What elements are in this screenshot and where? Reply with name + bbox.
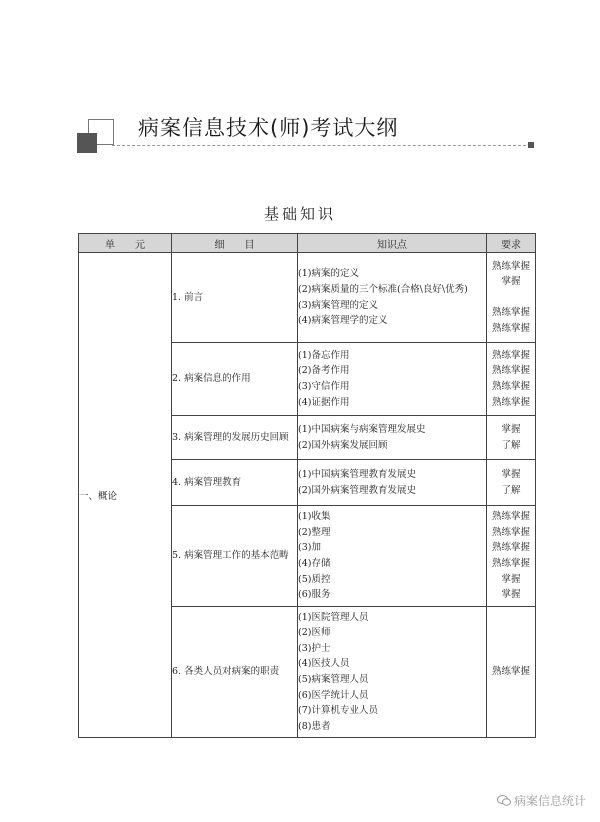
knowledge-point: (5)病案管理人员: [298, 674, 369, 685]
knowledge-points-cell: [298, 607, 487, 738]
knowledge-point: (4)证据作用: [298, 396, 350, 408]
knowledge-point: (2)国外病案发展回顾: [298, 439, 388, 451]
knowledge-point: (5)质控: [298, 573, 331, 585]
knowledge-point: (3)加: [298, 542, 321, 554]
knowledge-point: (2)整理: [298, 526, 331, 538]
knowledge-point: (6)服务: [298, 589, 331, 601]
requirement-item: 掌握: [501, 589, 521, 601]
knowledge-point: (7)计算机专业人员: [298, 705, 378, 717]
knowledge-point: (3)护士: [298, 642, 331, 654]
syllabus-body: [79, 253, 536, 738]
detail-cell: 1. 前言: [172, 253, 298, 343]
detail-cell: 2. 病案信息的作用: [172, 343, 298, 416]
detail-cell: 4. 病案管理教育: [172, 460, 298, 506]
header-knowledge-point: 知识点: [298, 234, 487, 253]
requirement-item: 了解: [501, 484, 521, 496]
wechat-icon: [497, 795, 511, 806]
header-unit: 单 元: [79, 234, 172, 253]
syllabus-table: [78, 233, 536, 738]
document-title: 病案信息技术(师)考试大纲: [138, 116, 399, 140]
detail-cell: 6. 各类人员对病案的职责: [172, 607, 298, 738]
knowledge-point: (2)医师: [298, 627, 331, 639]
requirement-item: 熟练掌握: [491, 511, 530, 523]
title-dashed-rule: [112, 145, 526, 146]
knowledge-point: (2)备考作用: [298, 365, 350, 377]
knowledge-points-cell: [298, 343, 487, 416]
knowledge-points-cell: [298, 460, 487, 506]
unit-cell: 一、概论: [79, 253, 172, 738]
knowledge-point: (6)医学统计人员: [298, 689, 369, 701]
knowledge-point: (1)中国病案与病案管理发展史: [298, 423, 426, 435]
knowledge-point: (4)医技人员: [298, 658, 350, 670]
requirement-item: 熟练掌握: [491, 307, 530, 319]
knowledge-points-cell: [298, 506, 487, 607]
requirement-item: 熟练掌握: [491, 396, 530, 408]
knowledge-points-cell: [298, 253, 487, 343]
knowledge-point: (1)中国病案管理教育发展史: [298, 468, 416, 480]
requirement-item: 熟练掌握: [491, 322, 530, 334]
knowledge-point: (2)国外病案管理教育发展史: [298, 484, 416, 496]
detail-cell: 5. 病案管理工作的基本范畴: [172, 506, 298, 607]
requirement-item: 熟练掌握: [491, 558, 530, 569]
requirement-cell: [487, 416, 536, 460]
requirement-item: 掌握: [501, 276, 521, 288]
knowledge-point: (1)备忘作用: [298, 349, 350, 361]
title-rule-end-square: [528, 142, 534, 148]
section-heading: 基础知识: [263, 205, 336, 223]
knowledge-point: (1)收集: [298, 511, 331, 523]
requirement-cell: [487, 460, 536, 506]
requirement-item: 熟练掌握: [491, 542, 530, 554]
watermark: [497, 792, 586, 809]
knowledge-point: (4)存储: [298, 558, 331, 569]
title-decor-dark-square: [77, 133, 97, 153]
knowledge-point: (1)病案的定义: [298, 268, 359, 280]
requirement-item: 了解: [501, 439, 521, 451]
detail-cell: 3. 病案管理的发展历史回顾: [172, 416, 298, 460]
requirement-cell: [487, 506, 536, 607]
requirement-item: [487, 290, 535, 306]
requirement-item: 熟练掌握: [491, 526, 530, 538]
requirement-item: 熟练掌握: [491, 365, 530, 377]
requirement-cell: [487, 607, 536, 738]
requirement-item: 熟练掌握: [491, 349, 530, 361]
requirement-item: 熟练掌握: [491, 260, 530, 272]
knowledge-point: (1)医院管理人员: [298, 611, 369, 623]
requirement-cell: [487, 253, 536, 343]
table-row: [79, 253, 536, 343]
requirement-item: 掌握: [501, 468, 521, 480]
knowledge-point: (8)患者: [298, 720, 331, 732]
table-header-row: [79, 234, 536, 253]
knowledge-point: (2)病案质量的三个标准(合格\良好\优秀): [298, 283, 468, 295]
requirement-item: 掌握: [501, 423, 521, 435]
header-requirement: 要求: [487, 234, 536, 253]
requirement-item: 熟练掌握: [491, 666, 530, 678]
requirement-cell: [487, 343, 536, 416]
knowledge-point: (4)病案管理学的定义: [298, 315, 388, 327]
watermark-text: 病案信息统计: [513, 794, 586, 808]
knowledge-point: (3)守信作用: [298, 381, 350, 392]
requirement-item: 掌握: [501, 573, 521, 585]
header-detail: 细 目: [172, 234, 298, 253]
knowledge-points-cell: [298, 416, 487, 460]
knowledge-point: (3)病案管理的定义: [298, 299, 378, 311]
requirement-item: 熟练掌握: [491, 381, 530, 392]
